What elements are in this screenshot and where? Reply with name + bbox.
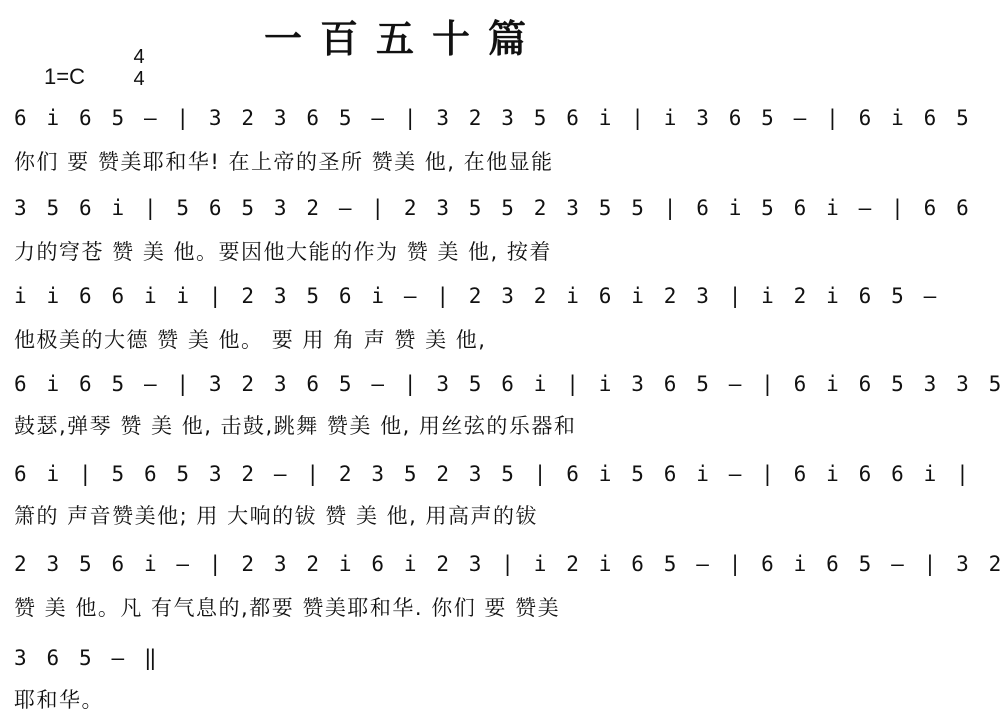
notation-line: 6 i 6 5 – | 3 2 3 6 5 – | 3 2 3 5 6 i | i 3 6 5 – | 6 i 6 5 — [14, 106, 973, 130]
lyrics-line: 他极美的大德 赞 美 他。 要 用 角 声 赞 美 他, — [14, 328, 487, 352]
lyrics-line: 你们 要 赞美耶和华! 在上帝的圣所 赞美 他, 在他显能 — [14, 150, 554, 174]
lyrics-line: 鼓瑟,弹琴 赞 美 他, 击鼓,跳舞 赞美 他, 用丝弦的乐器和 — [14, 414, 577, 438]
time-signature — [128, 46, 150, 90]
lyrics-line: 力的穹苍 赞 美 他。要因他大能的作为 赞 美 他, 按着 — [14, 240, 552, 264]
lyrics-line: 耶和华。 — [14, 688, 104, 712]
notation-line: i i 6 6 i i | 2 3 5 6 i – | 2 3 2 i 6 i 2 3 | i 2 i 6 5 – — [14, 284, 940, 308]
notation-line: 6 i | 5 6 5 3 2 – | 2 3 5 2 3 5 | 6 i 5 6 i – | 6 i 6 6 i | — [14, 462, 973, 486]
page-title: 一百五十篇 — [263, 17, 544, 61]
key-signature: 1=C — [44, 64, 85, 89]
lyrics-line: 赞 美 他。凡 有气息的,都要 赞美耶和华. 你们 要 赞美 — [14, 596, 561, 620]
time-signature-bottom: 4 — [133, 68, 145, 90]
notation-line: 6 i 6 5 – | 3 2 3 6 5 – | 3 5 6 i | i 3 6 5 – | 6 i 6 5 3 3 5 — [14, 372, 1005, 396]
notation-line: 3 6 5 – ‖ — [14, 646, 161, 670]
lyrics-line: 箫的 声音赞美他; 用 大响的钹 赞 美 他, 用高声的钹 — [14, 504, 538, 528]
notation-line: 2 3 5 6 i – | 2 3 2 i 6 i 2 3 | i 2 i 6 5 – | 6 i 6 5 – | 3 2 — [14, 552, 1005, 576]
notation-line: 3 5 6 i | 5 6 5 3 2 – | 2 3 5 5 2 3 5 5 | 6 i 5 6 i – | 6 6 — [14, 196, 973, 220]
time-signature-top: 4 — [133, 46, 145, 68]
